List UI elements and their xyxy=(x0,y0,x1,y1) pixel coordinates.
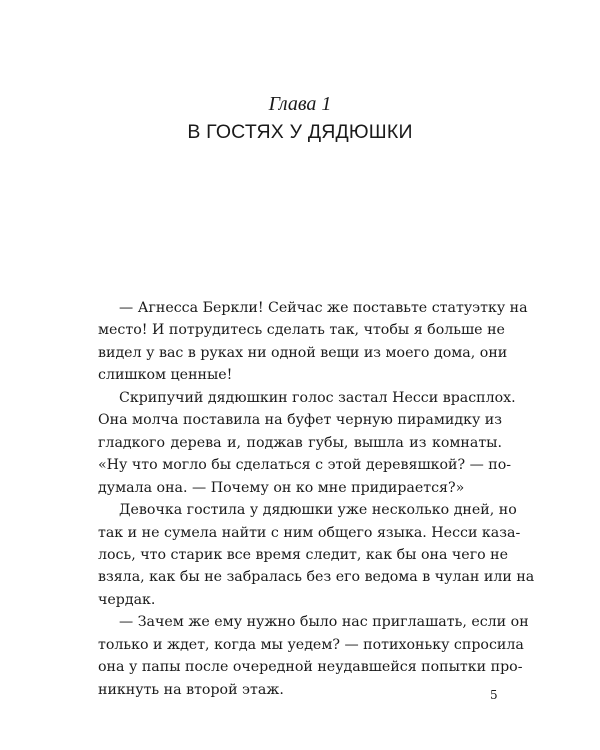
text-line: только и ждет, когда мы уедем? — потихоньку спросила xyxy=(98,636,524,653)
page-number: 5 xyxy=(490,688,498,702)
text-line: лось, что старик все время следит, как бы она чего не xyxy=(98,546,509,563)
text-line: Девочка гостила у дядюшки уже несколько дней, но xyxy=(119,502,517,519)
text-line: чердак. xyxy=(98,591,156,608)
text-line: Скрипучий дядюшкин голос застал Несси врасплох. xyxy=(119,389,516,406)
text-line: гладкого дерева и, поджав губы, вышла из комнаты. xyxy=(98,434,502,451)
text-line: Она молча поставила на буфет черную пирамидку из xyxy=(98,412,502,429)
body-text xyxy=(98,297,535,701)
text-line: никнуть на второй этаж. xyxy=(98,681,284,698)
paragraph xyxy=(98,499,535,611)
text-line: так и не сумела найти с ним общего языка. Несси каза- xyxy=(98,524,521,541)
chapter-title: В ГОСТЯХ У ДЯДЮШКИ xyxy=(187,121,413,143)
text-line: она у папы после очередной неудавшейся попытки про- xyxy=(98,659,523,676)
text-line: место! И потрудитесь сделать так, чтобы я больше не xyxy=(98,322,505,339)
text-line: думала она. — Почему он ко мне придирается?» xyxy=(98,479,465,496)
text-line: слишком ценные! xyxy=(98,367,233,384)
text-line: — Агнесса Беркли! Сейчас же поставьте статуэтку на xyxy=(119,300,528,316)
text-line: «Ну что могло бы сделаться с этой деревяшкой? — по- xyxy=(98,457,512,474)
paragraph xyxy=(98,387,516,499)
text-line: видел у вас в руках ни одной вещи из моего дома, они xyxy=(98,344,508,361)
chapter-number: Глава 1 xyxy=(268,93,332,115)
paragraph xyxy=(98,611,529,701)
text-line: взяла, как бы не забралась без его ведома в чулан или на xyxy=(98,569,535,586)
paragraph xyxy=(98,297,528,387)
text-line: — Зачем же ему нужно было нас приглашать, если он xyxy=(119,614,529,631)
